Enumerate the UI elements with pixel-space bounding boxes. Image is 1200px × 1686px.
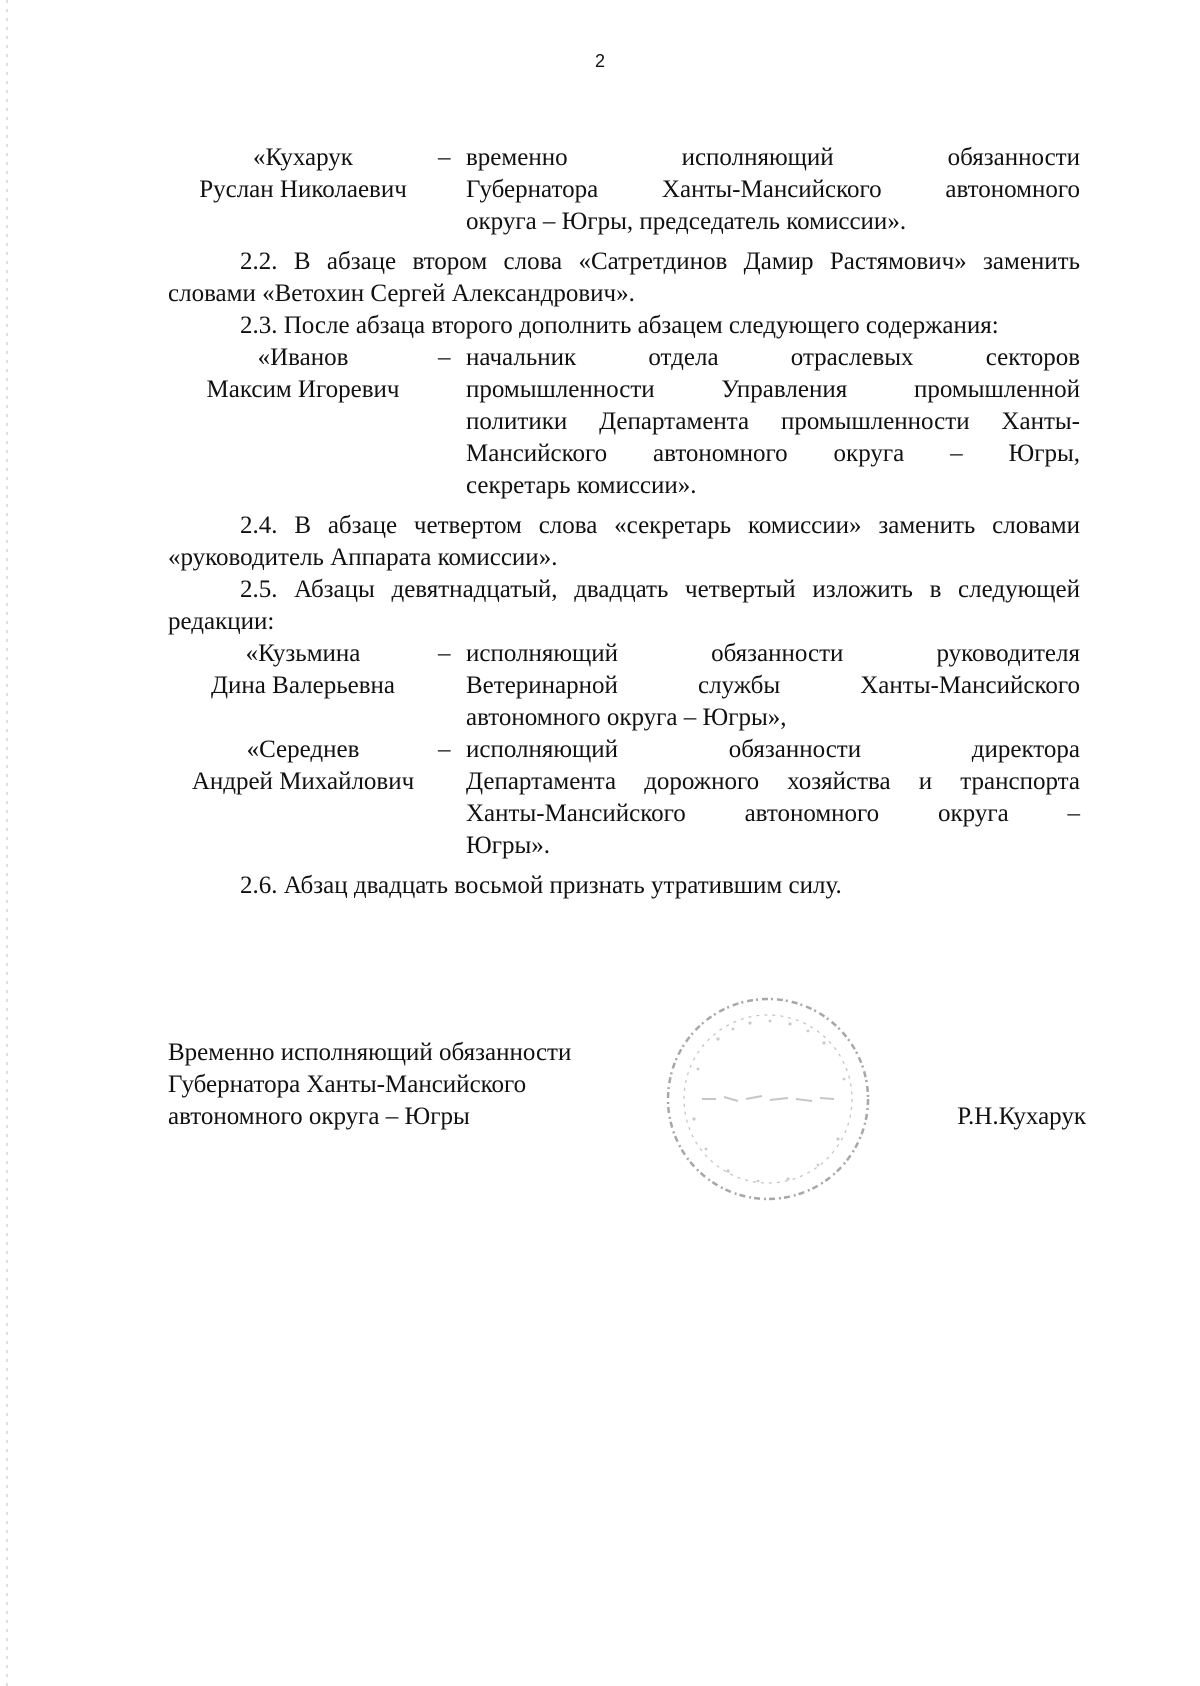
entry-line: исполняющий обязанности руководителя [466, 640, 1080, 667]
entry-name: «Иванов Максим Игоревич [206, 344, 400, 403]
paragraph-2-2: 2.2. В абзаце втором слова «Сатретдинов Дамир Растямович» заменить словами «Ветохин Сергей Александрович». [168, 248, 1080, 307]
entry-line: Ханты-Мансийского автономного округа – [466, 800, 1080, 827]
entry-line: Ветеринарной службы Ханты-Мансийского [466, 672, 1080, 699]
entry-description [466, 142, 1080, 238]
entry-ivanov [168, 342, 1080, 502]
paragraph-2-3: 2.3. После абзаца второго дополнить абзацем следующего содержания: [240, 312, 999, 339]
entry-line: Мансийского автономного округа – Югры, [466, 440, 1080, 467]
entry-dash: – [438, 344, 451, 371]
entry-line: Департамента дорожного хозяйства и транспорта [466, 768, 1080, 795]
entry-line: начальник отдела отраслевых секторов [466, 344, 1080, 371]
signature-block [168, 1037, 1098, 1237]
entry-kuzmina [168, 638, 1080, 734]
page-number: 2 [594, 51, 605, 71]
entry-line: Югры». [466, 832, 550, 859]
paragraph-2-4: 2.4. В абзаце четвертом слова «секретарь комиссии» заменить словами «руководитель Аппарата комиссии». [168, 512, 1080, 571]
entry-dash: – [438, 144, 451, 171]
signatory-title-line: Губернатора Ханты-Мансийского [168, 1071, 527, 1098]
entry-serednev [168, 734, 1080, 862]
signatory-title-line: Временно исполняющий обязанности [168, 1039, 572, 1066]
entry-dash: – [438, 640, 451, 667]
paragraph-2-5: 2.5. Абзацы девятнадцатый, двадцать четвертый изложить в следующей редакции: [168, 576, 1080, 635]
entry-line: автономного округа – Югры», [466, 704, 787, 731]
entry-line: секретарь комиссии». [466, 472, 697, 499]
paragraph-2-6: 2.6. Абзац двадцать восьмой признать утратившим силу. [240, 872, 842, 899]
signatory-name: Р.Н.Кухарук [957, 1103, 1086, 1130]
scan-edge [6, 0, 8, 1686]
document-body [168, 142, 1080, 902]
signatory-title-line: автономного округа – Югры [168, 1103, 470, 1130]
entry-line: временно исполняющий обязанности [466, 144, 1080, 171]
entry-name: «Середнев Андрей Михайлович [191, 736, 415, 795]
entry-line: округа – Югры, председатель комиссии». [466, 208, 907, 235]
entry-kukharuk [168, 142, 1080, 238]
signatory-title [168, 1037, 648, 1133]
entry-description [466, 342, 1080, 502]
entry-name: «Кузьмина Дина Валерьевна [211, 640, 395, 699]
entry-line: исполняющий обязанности директора [466, 736, 1080, 763]
entry-description [466, 734, 1080, 862]
official-seal-stamp [658, 989, 878, 1209]
entry-description [466, 638, 1080, 734]
entry-name: «Кухарук Руслан Николаевич [199, 144, 407, 203]
entry-dash: – [438, 736, 451, 763]
entry-line: Губернатора Ханты-Мансийского автономного [466, 176, 1080, 203]
entry-line: промышленности Управления промышленной [466, 376, 1080, 403]
entry-line: политики Департамента промышленности Ханты- [466, 408, 1080, 435]
